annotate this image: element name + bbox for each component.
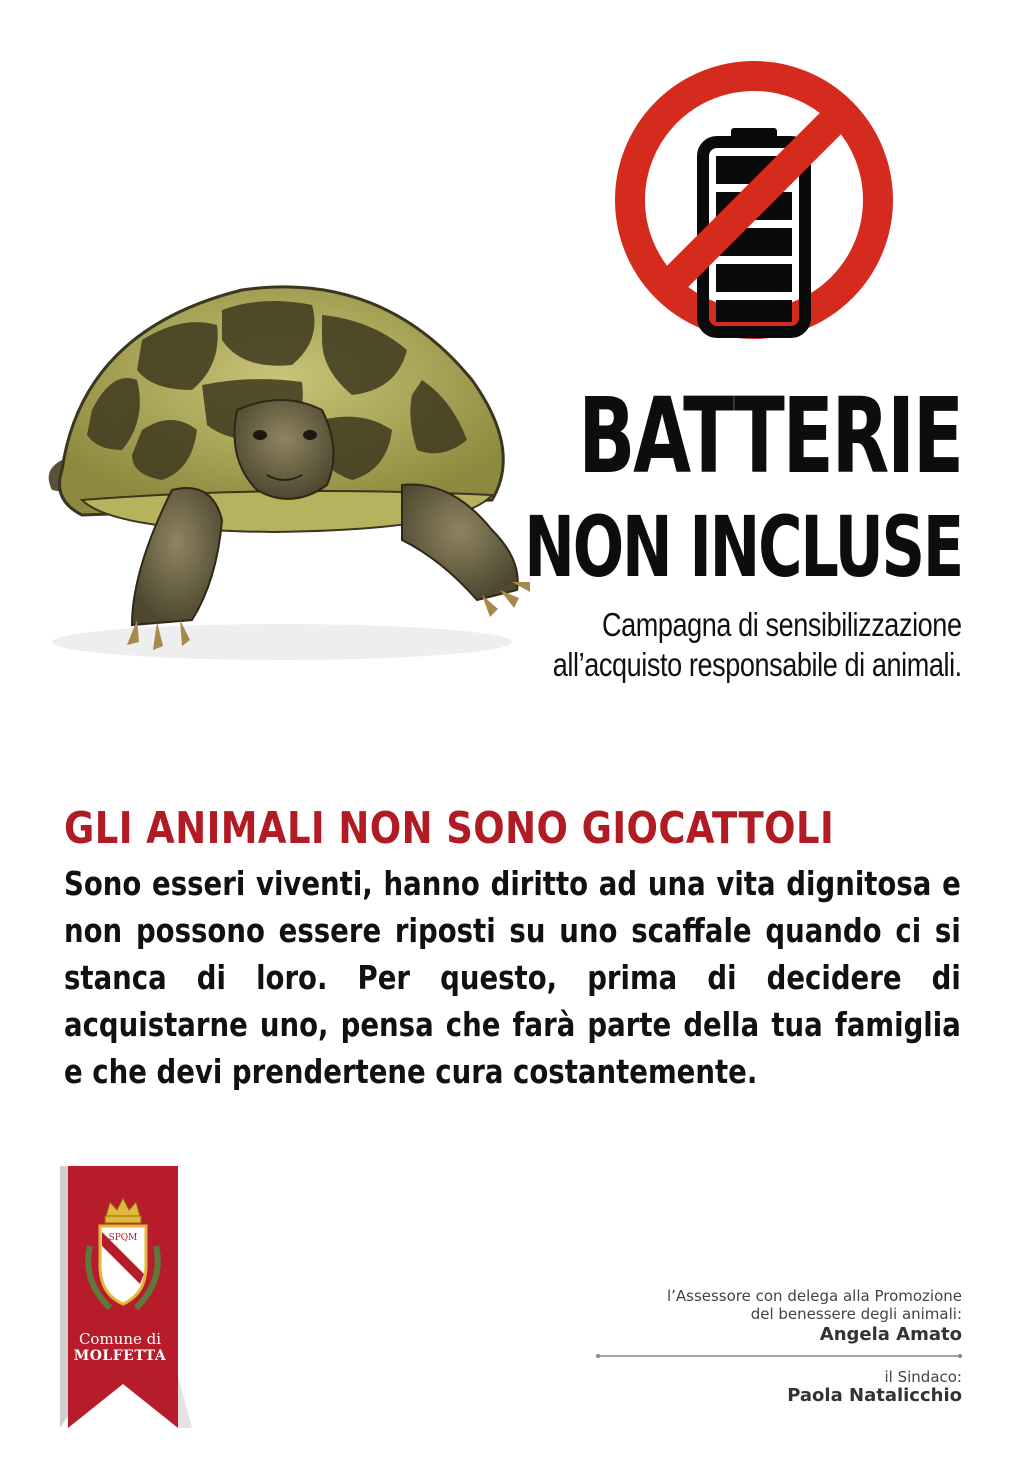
subtitle-line-2: all’acquisto responsabile di animali. bbox=[552, 646, 962, 683]
subtitle-line-1: Campagna di sensibilizzazione bbox=[602, 606, 962, 643]
title-line-1: BATTERIE bbox=[578, 375, 962, 497]
assessore-name: Angela Amato bbox=[819, 1324, 962, 1345]
municipality-label-line-1: Comune di bbox=[78, 1330, 162, 1348]
sindaco-role: il Sindaco: bbox=[884, 1368, 962, 1386]
sindaco-name: Paola Natalicchio bbox=[787, 1385, 962, 1406]
signature-divider bbox=[596, 1354, 962, 1358]
assessore-role-line-1: l’Assessore con delega alla Promozione bbox=[666, 1287, 962, 1305]
tortoise-illustration bbox=[22, 270, 542, 670]
no-battery-icon bbox=[612, 58, 896, 342]
title-line-2: NON INCLUSE bbox=[524, 498, 962, 596]
section-heading: GLI ANIMALI NON SONO GIOCATTOLI bbox=[64, 803, 835, 854]
municipality-label-line-2: MOLFETTA bbox=[73, 1348, 167, 1364]
assessore-role-line-2: del benessere degli animali: bbox=[750, 1305, 962, 1323]
svg-text:SPQM: SPQM bbox=[108, 1233, 138, 1243]
body-paragraph: Sono esseri viventi, hanno diritto ad una vita dignitosa e non possono essere riposti su uno scaffale quando ci si stanca di loro. Per questo, prima di decidere di acquistarne uno, pensa che farà parte della tua famiglia e che devi prendertene cura costantemente. bbox=[64, 864, 961, 1091]
municipality-banner bbox=[60, 1166, 192, 1430]
